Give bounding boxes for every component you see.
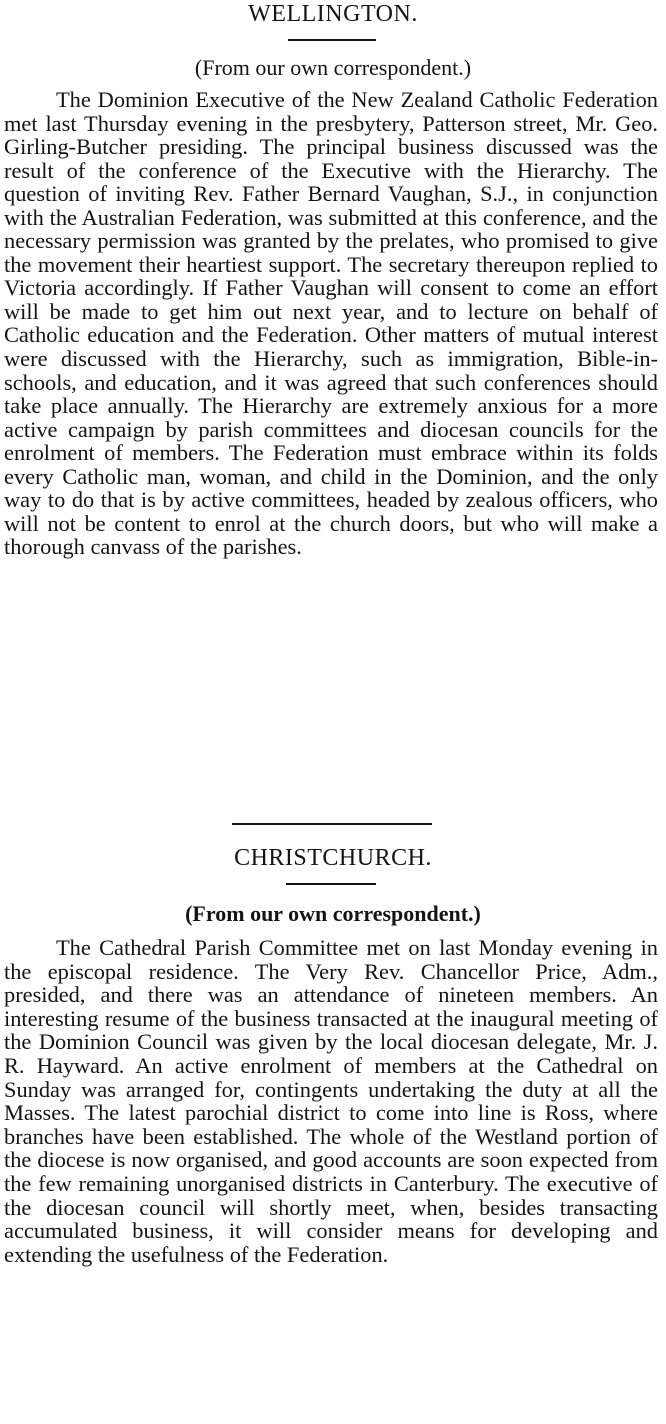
wellington-byline: (From our own correspondent.) — [194, 55, 472, 80]
christchurch-byline: (From our own correspondent.) — [185, 901, 481, 926]
heading-rule — [286, 883, 376, 885]
wellington-article-body: The Dominion Executive of the New Zealand Catholic Federation met last Thursday evening in the presbytery, Patterson street, Mr. Geo. Girling-Butcher presiding. The principal business discussed was the result of the conference of the Executive with the Hierarchy. The question of inviting Rev. Father Bernard Vaughan, S.J., in conjunction with the Australian Federation, was submitted at this conference, and the necessary permission was granted by the prelates, who promised to give the movement their heartiest support. The secretary thereupon replied to Victoria accordingly. If Father Vaughan will consent to come an effort will be made to get him out next year, and to lecture on behalf of Catholic education and the Federation. Other matters of mutual interest were discussed with the Hierarchy, such as immigration, Bible-in-schools, and education, and it was agreed that such conferences should take place annually. The Hierarchy are extremely anxious for a more active campaign by parish committees and diocesan councils for the enrolment of members. The Federation must embrace within its folds every Catholic man, woman, and child in the Dominion, and the only way to do that is by active committees, headed by zealous officers, who will not be content to enrol at the church doors, but who will make a thorough canvass of the parishes. — [4, 87, 658, 560]
christchurch-heading: CHRISTCHURCH. — [234, 845, 432, 871]
heading-rule — [288, 39, 376, 41]
christchurch-article-body: The Cathedral Parish Committee met on last Monday evening in the episcopal residence. The Very Rev. Chancellor Price, Adm., presided, and there was an attendance of nineteen members. An interesting resume of the business transacted at the inaugural meeting of the Dominion Council was given by the local diocesan delegate, Mr. J. R. Hayward. An active enrolment of members at the Cathedral on Sunday was arranged for, contingents undertaking the duty at all the Masses. The latest parochial district to come into line is Ross, where branches have been established. The whole of the Westland portion of the diocese is now organised, and good accounts are soon expected from the few remaining unorganised districts in Canterbury. The executive of the diocesan council will shortly meet, when, besides transacting accumulated business, it will consider means for developing and extending the usefulness of the Federation. — [4, 935, 658, 1267]
section-divider — [232, 823, 432, 825]
wellington-heading: WELLINGTON. — [248, 1, 418, 27]
